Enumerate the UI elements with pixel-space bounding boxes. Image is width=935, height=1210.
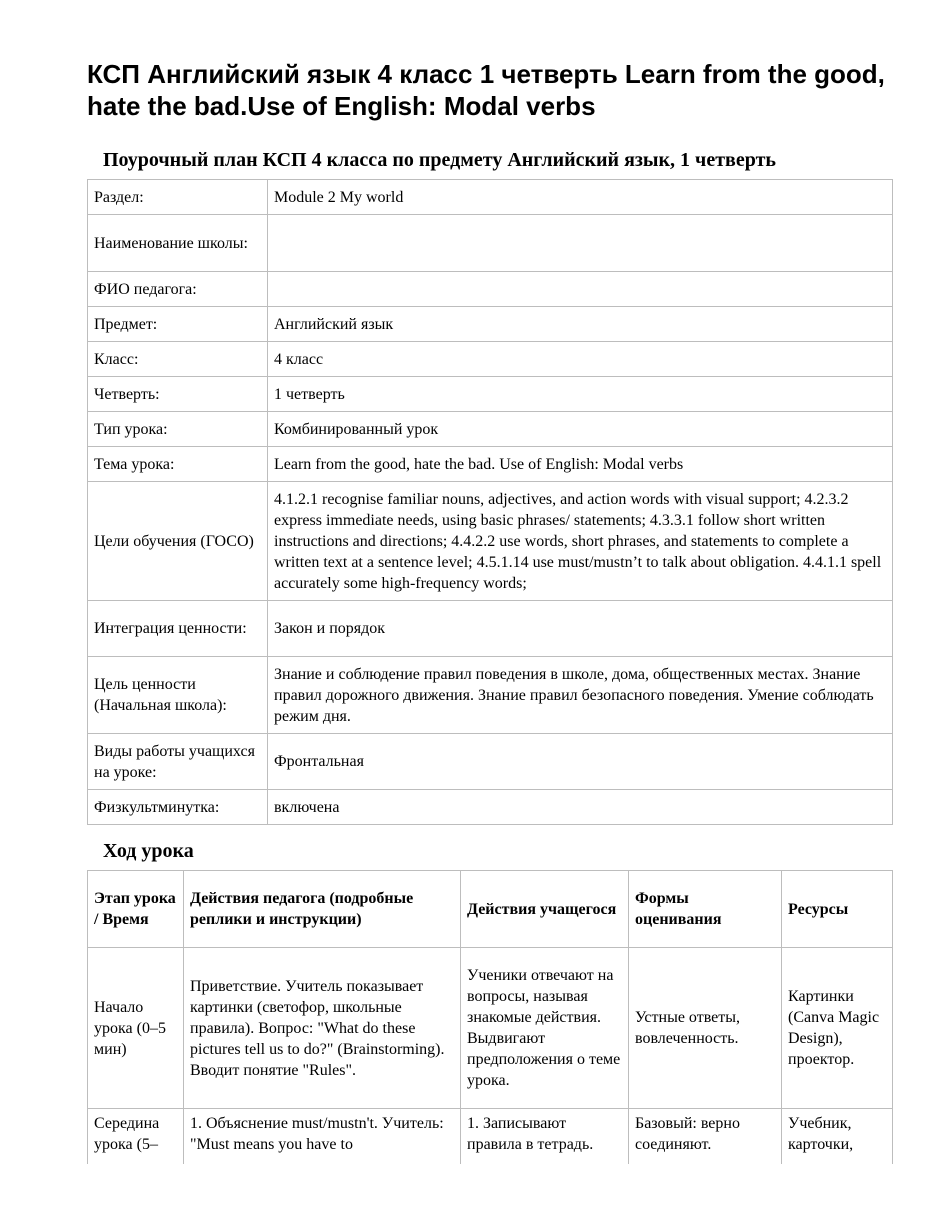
- row-value: Комбинированный урок: [268, 412, 893, 447]
- row-value: 4.1.2.1 recognise familiar nouns, adjectives, and action words with visual support; 4.2.3.2 express immediate needs, using basic phrases/ statements; 4.3.3.1 follow short written instructions and directions; 4.4.2.2 use words, short phrases, and statements to complete a written text at a sentence level; 4.5.1.14 use must/mustn’t to talk about obligation. 4.4.1.1 spell accurately some high-frequency words;: [268, 482, 893, 601]
- table-cell: Начало урока (0–5 мин): [88, 948, 184, 1109]
- table-row: [88, 342, 893, 377]
- lesson-heading: Ход урока: [103, 840, 194, 862]
- row-value: включена: [268, 790, 893, 825]
- table-row: [88, 447, 893, 482]
- table-cell: Середина урока (5–: [88, 1109, 184, 1169]
- row-value: [268, 272, 893, 307]
- row-label: Цель ценности (Начальная школа):: [88, 657, 268, 734]
- row-label: Тема урока:: [88, 447, 268, 482]
- column-header: Этап урока / Время: [88, 871, 184, 948]
- table-cell: Ученики отвечают на вопросы, называя знакомые действия. Выдвигают предположения о теме урока.: [461, 948, 629, 1109]
- table-cell: Учебник, карточки,: [782, 1109, 893, 1169]
- row-value: Английский язык: [268, 307, 893, 342]
- table-cell: Базовый: верно соединяют.: [629, 1109, 782, 1169]
- table-row: [88, 948, 893, 1109]
- row-value: Знание и соблюдение правил поведения в школе, дома, общественных местах. Знание правил дорожного движения. Знание правил безопасного поведения. Умение соблюдать режим дня.: [268, 657, 893, 734]
- plan-heading: Поурочный план КСП 4 класса по предмету Английский язык, 1 четверть: [103, 149, 776, 171]
- row-label: Интеграция ценности:: [88, 601, 268, 657]
- column-header: Действия педагога (подробные реплики и инструкции): [184, 871, 461, 948]
- row-label: Четверть:: [88, 377, 268, 412]
- lesson-info-table: [87, 179, 893, 825]
- row-value: 1 четверть: [268, 377, 893, 412]
- table-cell: 1. Записывают правила в тетрадь.: [461, 1109, 629, 1169]
- table-row: [88, 657, 893, 734]
- row-label: Тип урока:: [88, 412, 268, 447]
- table-row: [88, 734, 893, 790]
- row-label: Предмет:: [88, 307, 268, 342]
- row-value: Module 2 My world: [268, 180, 893, 215]
- table-cell: 1. Объяснение must/mustn't. Учитель: "Must means you have to: [184, 1109, 461, 1169]
- table-row: [88, 272, 893, 307]
- row-label: Физкультминутка:: [88, 790, 268, 825]
- table-row: [88, 180, 893, 215]
- lesson-flow-table: [87, 870, 893, 1169]
- table-cell: Устные ответы, вовлеченность.: [629, 948, 782, 1109]
- row-label: Цели обучения (ГОСО): [88, 482, 268, 601]
- row-label: Виды работы учащихся на уроке:: [88, 734, 268, 790]
- table-row: [88, 215, 893, 272]
- row-value: 4 класс: [268, 342, 893, 377]
- table-cell: Приветствие. Учитель показывает картинки (светофор, школьные правила). Вопрос: "What do these pictures tell us to do?" (Brainstorming). Вводит понятие "Rules".: [184, 948, 461, 1109]
- table-row: [88, 482, 893, 601]
- row-label: ФИО педагога:: [88, 272, 268, 307]
- column-header: Формы оценивания: [629, 871, 782, 948]
- page-bottom-margin: [0, 1164, 935, 1210]
- table-row: [88, 377, 893, 412]
- table-row: [88, 601, 893, 657]
- table-row: [88, 1109, 893, 1169]
- table-row: [88, 412, 893, 447]
- column-header: Ресурсы: [782, 871, 893, 948]
- row-value: [268, 215, 893, 272]
- row-value: Learn from the good, hate the bad. Use of English: Modal verbs: [268, 447, 893, 482]
- table-header-row: [88, 871, 893, 948]
- row-label: Наименование школы:: [88, 215, 268, 272]
- row-value: Фронтальная: [268, 734, 893, 790]
- table-row: [88, 790, 893, 825]
- row-label: Класс:: [88, 342, 268, 377]
- document-title: КСП Английский язык 4 класс 1 четверть Learn from the good, hate the bad.Use of English: Modal verbs: [87, 59, 885, 121]
- table-row: [88, 307, 893, 342]
- column-header: Действия учащегося: [461, 871, 629, 948]
- row-label: Раздел:: [88, 180, 268, 215]
- row-value: Закон и порядок: [268, 601, 893, 657]
- table-cell: Картинки (Canva Magic Design), проектор.: [782, 948, 893, 1109]
